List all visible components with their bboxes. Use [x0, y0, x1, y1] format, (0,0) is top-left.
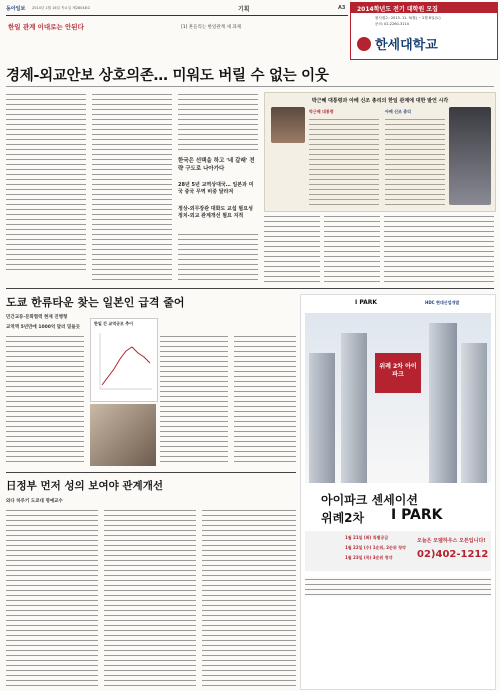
main-article-body-col6: [384, 214, 494, 282]
center-line: 아이파크 센세이션: [321, 493, 418, 507]
second-body-col1: [6, 334, 84, 466]
kicker-bar: [6, 20, 348, 34]
main-article-body-col3: [178, 92, 258, 152]
main-article-body-col4: [264, 214, 320, 282]
sinhwa-text: 위례 2차 아이파크: [379, 363, 417, 378]
phone-number[interactable]: 02)402-1212: [417, 549, 489, 560]
main-article-body-col3b: [178, 232, 258, 282]
schedule-3: 1월 23일 (목) 3순위 청약: [345, 555, 393, 560]
opening-text: 오늘은 모델하우스 오픈입니다!: [417, 538, 486, 544]
recruitment-ad[interactable]: [350, 2, 498, 60]
sinhwa-badge: [375, 353, 421, 393]
ipark-ad-towers: [305, 313, 491, 483]
sidebar-sub: 28년 5년 교역상대국… 일본과 미국 중국 무역 비중 달라져: [178, 182, 254, 195]
ipark-ad[interactable]: [300, 294, 496, 690]
comparison-box: [264, 92, 496, 212]
park-photo: [271, 107, 305, 143]
recruitment-info-1: 원서접수: 2013. 11. 9(월) ~ 2월 8일(토): [375, 16, 441, 20]
second-body-col3: [234, 334, 296, 466]
section-label: 기획: [238, 6, 250, 13]
kicker-text: 한일 관계 이대로는 안된다: [8, 23, 84, 31]
tower-1: [309, 353, 335, 483]
third-body-col3: [202, 508, 296, 686]
mid-rule: [6, 288, 494, 289]
sidebar-sub2: 정상-외무장관 대화도 교섭 필요성 정치-외교 관계개선 필요 지적: [178, 206, 253, 219]
page-number: A3: [338, 5, 346, 11]
wirye-text: 위례2차: [321, 511, 365, 525]
comparison-caption: 박근혜 대통령과 아베 신조 총리의 한일 관계에 대한 발언 시각: [311, 98, 449, 104]
headline-rule: [6, 86, 494, 87]
second-headline: 도쿄 한류타운 찾는 일본인 급격 줄어: [6, 296, 185, 309]
schedule-1: 1월 21일 (화) 특별공급: [345, 535, 389, 540]
tower-4: [461, 343, 487, 483]
park-quotes: [309, 117, 379, 205]
date-line: 2014년 1월 16일 목요일 제28048호: [32, 6, 91, 10]
trade-line: [102, 347, 150, 385]
hdc-label: HDC 현대산업개발: [425, 300, 460, 305]
ipark-brand-top: I PARK: [355, 299, 378, 306]
third-body-col1: [6, 508, 98, 686]
third-body-col2: [104, 508, 196, 686]
main-headline: 경제-외교안보 상호의존… 미워도 버릴 수 없는 이웃: [6, 68, 329, 84]
university-name: 한세대학교: [375, 38, 438, 53]
paper-name: 동아일보: [6, 6, 26, 12]
main-article-body-col1: [6, 92, 86, 272]
masthead-rule: [6, 15, 348, 16]
tower-3: [429, 323, 457, 483]
schedule-box: [305, 531, 491, 571]
second-body-col2: [160, 334, 228, 466]
sidebar-title: 한국은 선택을 하고 '네 갈래' 전략 구도로 나아가다: [178, 158, 255, 172]
third-headline: 日정부 먼저 성의 보여야 관계개선: [6, 480, 163, 492]
main-article-body-col5: [324, 214, 380, 282]
chart-title: 한일 간 교역규모 추이: [94, 321, 133, 326]
abe-quotes: [385, 117, 445, 205]
third-byline: 와다 하루키 도쿄대 명예교수: [6, 499, 63, 504]
second-byline: 민간교류·문화협력 현재 진행형: [6, 315, 68, 320]
park-label: 박근혜 대통령: [309, 109, 334, 114]
trade-chart-svg: [94, 329, 154, 397]
second-rule: [6, 472, 296, 473]
recruitment-info-2: 문의: 02-2260-3114: [375, 22, 409, 26]
schedule-2: 1월 22일 (수) 1순위, 2순위 청약: [345, 545, 406, 550]
recruitment-title: 2014학년도 전기 대학원 모집: [357, 6, 438, 13]
tower-2: [341, 333, 367, 483]
second-article-photo: [90, 404, 156, 466]
university-emblem-icon: [357, 37, 371, 51]
trade-chart-box: [90, 318, 158, 402]
main-article-body-col2: [92, 92, 172, 282]
second-sub: 교역액 5년만에 1000억 달러 밑돌듯: [6, 325, 81, 330]
abe-label: 아베 신조 총리: [385, 109, 411, 114]
ipark-ad-fineprint: [305, 577, 491, 597]
ipark-ad-top: [305, 299, 491, 309]
ipark-brand-big: I PARK: [391, 507, 443, 523]
abe-photo: [449, 107, 491, 205]
kicker-subhead: [1] 흔들리는 한일관계 새 과제: [181, 25, 241, 30]
